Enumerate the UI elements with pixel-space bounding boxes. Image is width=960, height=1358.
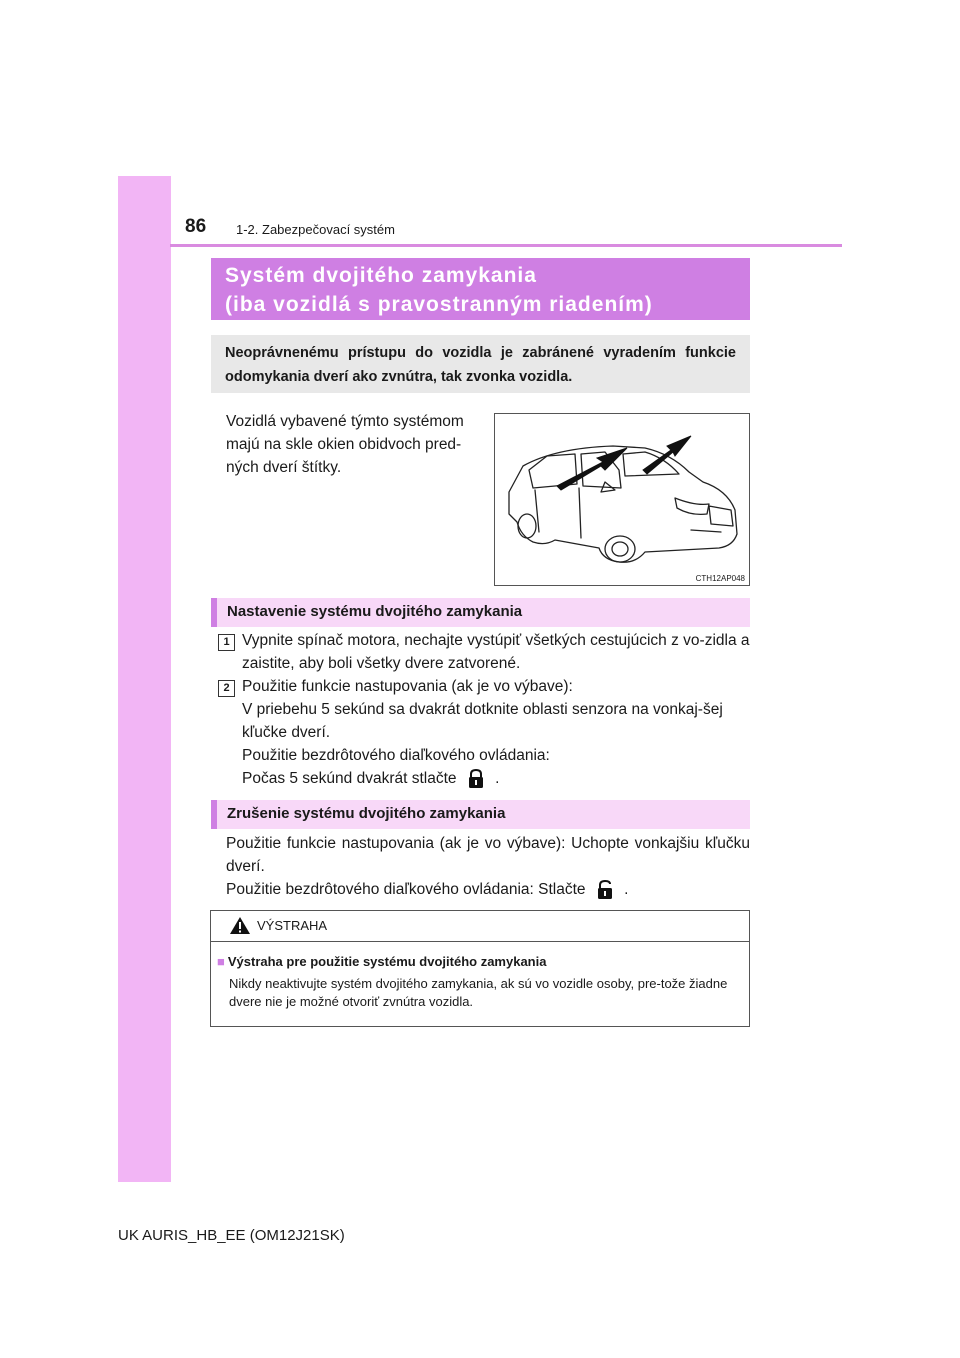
cancel-line2: [226, 878, 750, 901]
step-2-line4-post: .: [495, 770, 500, 787]
cancel-line1: Použitie funkcie nastupovania (ak je vo výbave): Uchopte vonkajšiu kľučku dverí.: [226, 835, 750, 875]
section-reference: 1-2. Zabezpečovací systém: [236, 222, 395, 237]
warning-triangle-icon: [229, 916, 251, 935]
side-tab-bar: [118, 176, 171, 1182]
car-drawing: [495, 414, 749, 585]
footer-model-code: UK AURIS_HB_EE (OM12J21SK): [118, 1227, 345, 1244]
cancel-line2-pre: Použitie bezdrôtového diaľkového ovládania: Stlačte: [226, 881, 586, 898]
warning-box: [210, 910, 750, 1027]
cancel-heading: Zrušenie systému dvojitého zamykania: [211, 800, 750, 829]
setting-heading: Nastavenie systému dvojitého zamykania: [211, 598, 750, 627]
step-2-line4: [242, 767, 750, 790]
intro-summary: Neoprávnenému prístupu do vozidla je zabránené vyradením funkcie odomykania dverí ako zvnútra, tak zvonka vozidla.: [211, 335, 750, 393]
cancel-text: [226, 832, 750, 901]
step-2-line1: Použitie funkcie nastupovania (ak je vo výbave):: [242, 678, 573, 695]
page-title-line2: (iba vozidlá s pravostranným riadením): [225, 293, 653, 316]
step-2-text: [242, 675, 750, 790]
page-title-line1: Systém dvojitého zamykania: [225, 264, 537, 287]
warning-body: Nikdy neaktivujte systém dvojitého zamykania, ak sú vo vozidle osoby, pre-tože žiadne dvere nie je možné otvoriť zvnútra vozidla.: [229, 976, 728, 1009]
page-title: [211, 258, 750, 320]
warning-header: [211, 911, 749, 942]
warning-title: [217, 954, 546, 969]
car-illustration: [494, 413, 750, 586]
step-2-line2: V priebehu 5 sekúnd sa dvakrát dotknite oblasti senzora na vonkaj-šej kľučke dverí.: [242, 701, 723, 741]
step-2-line4-pre: Počas 5 sekúnd dvakrát stlačte: [242, 770, 457, 787]
lock-closed-icon: [461, 769, 491, 789]
step-2-line3: Použitie bezdrôtového diaľkového ovládania:: [242, 747, 550, 764]
vehicle-note: Vozidlá vybavené týmto systémom majú na skle okien obidvoch pred-ných dverí štítky.: [226, 413, 464, 476]
warning-title-text: Výstraha pre použitie systému dvojitého zamykania: [227, 954, 547, 969]
page-number: 86: [185, 216, 207, 237]
figure-code: CTH12AP048: [695, 574, 745, 583]
step-number-1: 1: [218, 634, 235, 651]
warning-label: VÝSTRAHA: [257, 918, 328, 933]
lock-open-icon: [590, 880, 620, 900]
step-number-2: 2: [218, 680, 235, 697]
header-divider: [170, 244, 842, 247]
cancel-line2-post: .: [624, 881, 629, 898]
step-1-text: Vypnite spínač motora, nechajte vystúpiť všetkých cestujúcich z vo-zidla a zaistite, aby boli všetky dvere zatvorené.: [242, 632, 750, 672]
bullet-square-icon: ■: [217, 954, 225, 969]
